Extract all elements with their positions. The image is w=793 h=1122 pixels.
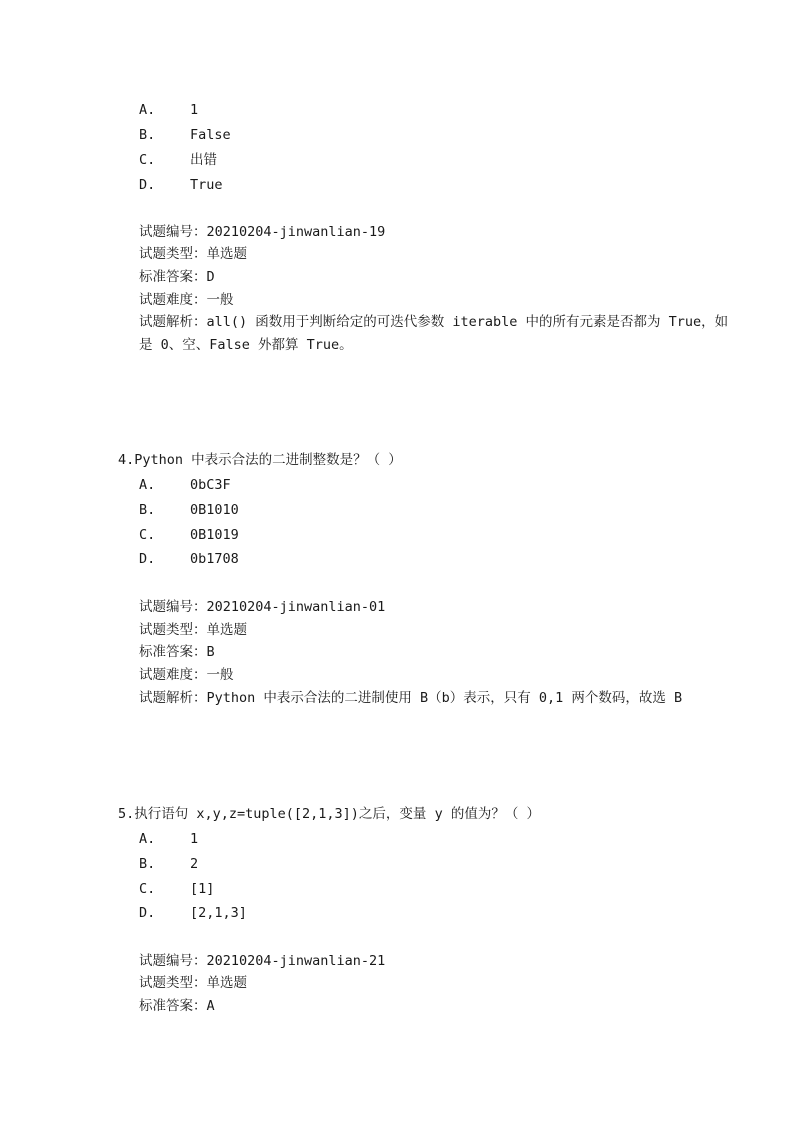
- option-text: 1: [190, 831, 199, 847]
- analysis: 试题解析：Python 中表示合法的二进制使用 B（b）表示，只有 0,1 两个数码，故选 B: [139, 690, 683, 706]
- option-letter: D.: [139, 177, 156, 193]
- question-id: 试题编号：20210204-jinwanlian-19: [139, 224, 386, 240]
- question-title: 5.执行语句 x,y,z=tuple([2,1,3])之后，变量 y 的值为？（ ）: [118, 806, 540, 822]
- option-text: 2: [190, 856, 199, 872]
- option-row: [139, 830, 199, 848]
- option-text: False: [190, 127, 231, 143]
- standard-answer: 标准答案：A: [139, 998, 215, 1014]
- option-row: [139, 501, 239, 519]
- option-letter: D.: [139, 551, 156, 567]
- question-type: 试题类型：单选题: [139, 246, 247, 262]
- option-letter: A.: [139, 102, 156, 118]
- option-letter: D.: [139, 905, 156, 921]
- option-row: [139, 101, 199, 119]
- option-row: [139, 126, 231, 144]
- analysis: 试题解析：all() 函数用于判断给定的可迭代参数 iterable 中的所有元素是否都为 True，如: [139, 314, 729, 330]
- option-text: 0bC3F: [190, 477, 231, 493]
- option-text: [2,1,3]: [190, 905, 247, 921]
- option-letter: B.: [139, 856, 156, 872]
- option-row: [139, 855, 199, 873]
- analysis-continued: 是 0、空、False 外都算 True。: [139, 337, 353, 353]
- question-id: 试题编号：20210204-jinwanlian-01: [139, 599, 386, 615]
- difficulty: 试题难度：一般: [139, 667, 234, 683]
- option-letter: B.: [139, 502, 156, 518]
- option-letter: B.: [139, 127, 156, 143]
- option-letter: C.: [139, 527, 156, 543]
- option-text: True: [190, 177, 223, 193]
- question-type: 试题类型：单选题: [139, 622, 247, 638]
- option-letter: C.: [139, 152, 156, 168]
- question-id: 试题编号：20210204-jinwanlian-21: [139, 953, 386, 969]
- option-row: [139, 476, 231, 494]
- option-row: [139, 176, 223, 194]
- standard-answer: 标准答案：D: [139, 269, 215, 285]
- option-row: [139, 904, 247, 922]
- option-letter: A.: [139, 477, 156, 493]
- option-text: 0b1708: [190, 551, 239, 567]
- option-text: [1]: [190, 881, 215, 897]
- option-letter: A.: [139, 831, 156, 847]
- standard-answer: 标准答案：B: [139, 644, 215, 660]
- option-row: [139, 880, 215, 898]
- option-text: 1: [190, 102, 199, 118]
- option-letter: C.: [139, 881, 156, 897]
- question-type: 试题类型：单选题: [139, 975, 247, 991]
- option-text: 0B1010: [190, 502, 239, 518]
- option-text: 出错: [190, 152, 217, 168]
- option-text: 0B1019: [190, 527, 239, 543]
- option-row: [139, 550, 239, 568]
- question-title: 4.Python 中表示合法的二进制整数是？（ ）: [118, 452, 402, 468]
- difficulty: 试题难度：一般: [139, 292, 234, 308]
- option-row: [139, 526, 239, 544]
- option-row: [139, 151, 217, 169]
